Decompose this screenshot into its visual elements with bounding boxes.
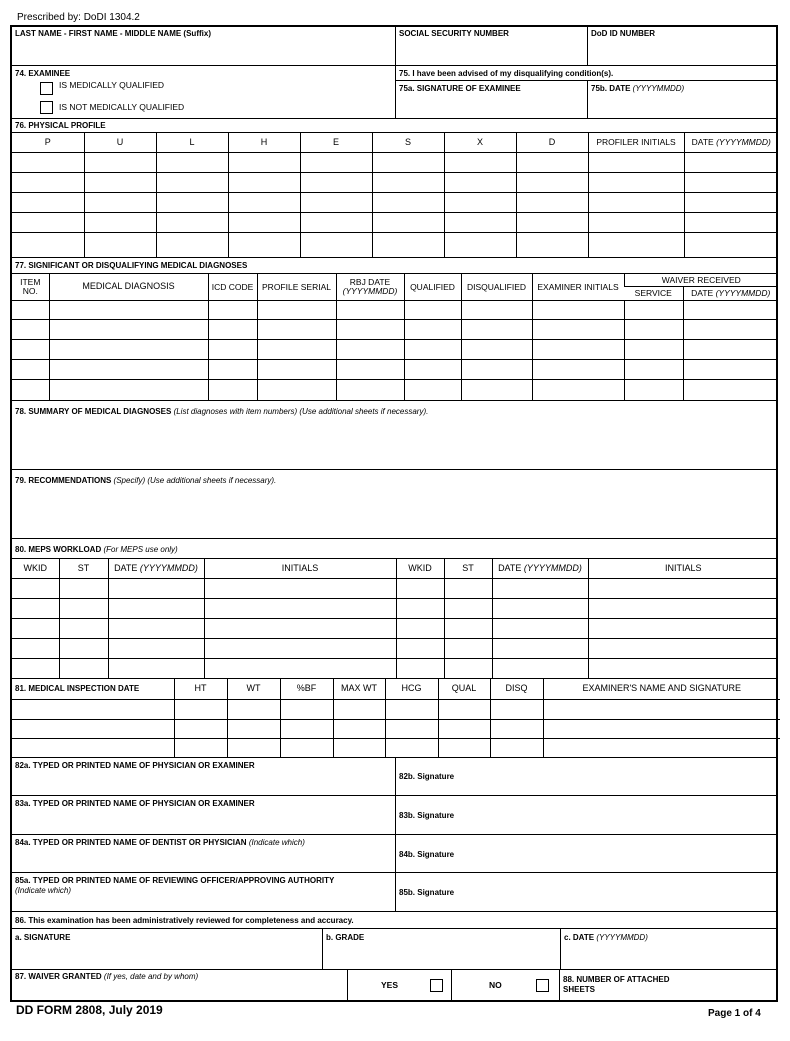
review-date-field[interactable] [561,929,778,969]
table-row[interactable] [12,699,780,719]
table-row[interactable] [12,738,780,758]
inspection-col-maxwt: MAX WT [333,679,385,699]
examinee-block [12,66,396,118]
recommendations-section[interactable] [12,470,776,539]
meps-hint: (For MEPS use only) [103,545,178,554]
physical-profile-label: 76. PHYSICAL PROFILE [15,121,106,130]
summary-label: 78. SUMMARY OF MEDICAL DIAGNOSES [15,407,172,416]
inspection-label: 81. MEDICAL INSPECTION DATE [12,679,174,699]
examinee-section [12,66,776,119]
examiner-82-name-label: 82a. TYPED OR PRINTED NAME OF PHYSICIAN OR EXAMINER [15,761,255,770]
dodid-field[interactable] [588,27,778,65]
ssn-field[interactable] [396,27,588,65]
page-number: Page 1 of 4 [708,1008,761,1019]
form-page-1 [10,25,778,1002]
dodid-label: DoD ID NUMBER [591,29,655,38]
review-date-hint: (YYYYMMDD) [596,933,648,942]
meps-col-st-2: ST [444,559,492,579]
diag-col-rbj: RBJ DATE (YYYYMMDD) [336,274,404,301]
table-row[interactable] [12,320,778,340]
inspection-col-disq: DISQ [490,679,543,699]
summary-section[interactable] [12,401,776,470]
attached-sheets-label: 88. NUMBER OF ATTACHED SHEETS [563,975,670,995]
meps-workload-section [12,539,776,679]
profile-col-s: S [372,133,444,153]
profile-col-d: D [516,133,588,153]
waiver-yes-cell [348,970,452,1002]
diag-col-profile-serial: PROFILE SERIAL [257,274,336,301]
table-row[interactable] [12,619,778,639]
prescribed-by: Prescribed by: DoDI 1304.2 [17,12,140,23]
table-row[interactable] [12,599,778,619]
examinee-signature-label: 75a. SIGNATURE OF EXAMINEE [399,84,521,93]
inspection-col-qual: QUAL [438,679,490,699]
examiner-82-section [12,758,776,796]
waiver-no-label: NO [489,980,502,990]
table-row[interactable] [12,233,778,257]
dentist-84-section [12,835,776,873]
examinee-date-hint: (YYYYMMDD) [632,84,685,93]
reviewer-85-section [12,873,776,912]
dentist-84-signature-field[interactable] [396,835,778,872]
meps-label: 80. MEPS WORKLOAD [15,545,102,554]
inspection-col-bf: %BF [280,679,333,699]
diagnoses-section [12,258,776,401]
inspection-table [12,679,780,758]
profile-col-p: P [12,133,84,153]
diag-col-waiver-date: DATE (YYYYMMDD) [683,287,778,301]
waiver-granted-label: 87. WAIVER GRANTED [15,972,102,981]
examiner-82-signature-field[interactable] [396,758,778,795]
diagnoses-label: 77. SIGNIFICANT OR DISQUALIFYING MEDICAL DIAGNOSES [15,261,248,270]
attached-sheets-field[interactable] [560,970,778,1002]
profile-col-h: H [228,133,300,153]
name-label: LAST NAME - FIRST NAME - MIDDLE NAME (Suffix) [15,29,211,38]
meps-col-wkid-2: WKID [396,559,444,579]
waiver-yes-checkbox[interactable] [430,979,443,992]
table-row[interactable] [12,301,778,320]
dentist-84-signature-label: 84b. Signature [399,850,455,859]
diag-col-examiner-initials: EXAMINER INITIALS [532,274,624,301]
review-grade-field[interactable] [323,929,561,969]
table-row[interactable] [12,579,778,599]
examiner-83-name-field[interactable] [12,796,396,834]
ssn-label: SOCIAL SECURITY NUMBER [399,29,509,38]
profile-col-x: X [444,133,516,153]
qualified-checkbox[interactable] [40,82,53,95]
waiver-granted-hint: (If yes, date and by whom) [103,972,199,981]
physical-profile-table [12,132,778,257]
diag-col-icd: ICD CODE [208,274,257,301]
waiver-granted-field[interactable] [12,970,348,1002]
inspection-section [12,679,776,758]
table-row[interactable] [12,173,778,193]
profile-col-l: L [156,133,228,153]
table-row[interactable] [12,193,778,213]
meps-col-initials: INITIALS [204,559,396,579]
diag-col-item: ITEM NO. [12,274,49,301]
reviewer-85-name-field[interactable] [12,873,396,911]
examiner-83-section [12,796,776,835]
profile-col-e: E [300,133,372,153]
examiner-82-name-field[interactable] [12,758,396,795]
review-signature-label: a. SIGNATURE [15,933,71,942]
meps-col-initials-2: INITIALS [588,559,778,579]
recommendations-hint: (Specify) (Use additional sheets if necessary). [113,476,277,485]
review-signature-field[interactable] [12,929,323,969]
review-grade-label: b. GRADE [326,933,365,942]
waiver-no-checkbox[interactable] [536,979,549,992]
reviewer-85-signature-label: 85b. Signature [399,888,455,897]
summary-hint: (List diagnoses with item numbers) (Use additional sheets if necessary). [173,407,429,416]
reviewer-85-signature-field[interactable] [396,873,778,911]
table-row[interactable] [12,360,778,380]
table-row[interactable] [12,719,780,738]
recommendations-label: 79. RECOMMENDATIONS [15,476,112,485]
table-row[interactable] [12,380,778,401]
examinee-date-field[interactable] [588,81,778,118]
inspection-col-ht: HT [174,679,227,699]
waiver-section [12,970,776,1002]
table-row[interactable] [12,659,778,679]
examiner-83-name-label: 83a. TYPED OR PRINTED NAME OF PHYSICIAN OR EXAMINER [15,799,255,808]
profile-col-date: DATE (YYYYMMDD) [684,133,778,153]
diag-col-qualified: QUALIFIED [404,274,461,301]
diag-col-disqualified: DISQUALIFIED [461,274,532,301]
advised-text: 75. I have been advised of my disqualifying condition(s). [399,69,614,78]
not-qualified-checkbox[interactable] [40,101,53,114]
examiner-82-signature-label: 82b. Signature [399,772,455,781]
diag-col-diagnosis: MEDICAL DIAGNOSIS [49,274,208,301]
inspection-col-hcg: HCG [385,679,438,699]
inspection-col-wt: WT [227,679,280,699]
advised-block [396,66,778,118]
table-row[interactable] [12,340,778,360]
review-fields [12,929,776,970]
inspection-col-examiner: EXAMINER'S NAME AND SIGNATURE [543,679,780,699]
reviewer-85-name-label: 85a. TYPED OR PRINTED NAME OF REVIEWING OFFICER/APPROVING AUTHORITY [15,876,335,885]
diag-col-service: SERVICE [624,287,683,301]
dentist-84-name-field[interactable] [12,835,396,872]
table-row[interactable] [12,213,778,233]
meps-table [12,558,778,679]
waiver-no-cell [452,970,560,1002]
examiner-83-signature-field[interactable] [396,796,778,834]
review-date-label: c. DATE [564,933,595,942]
examinee-label: 74. EXAMINEE [15,69,71,78]
meps-col-st: ST [59,559,108,579]
table-row[interactable] [12,153,778,173]
dentist-84-name-label: 84a. TYPED OR PRINTED NAME OF DENTIST OR PHYSICIAN [15,838,247,847]
diag-col-waiver: WAIVER RECEIVED [624,274,778,287]
reviewer-85-hint: (Indicate which) [15,886,72,895]
meps-col-date: DATE (YYYYMMDD) [108,559,204,579]
profile-col-initials: PROFILER INITIALS [588,133,684,153]
examiner-83-signature-label: 83b. Signature [399,811,455,820]
waiver-yes-label: YES [381,980,399,990]
examinee-date-label: 75b. DATE [591,84,631,93]
profile-col-u: U [84,133,156,153]
dentist-84-hint: (Indicate which) [248,838,305,847]
review-statement-label: 86. This examination has been administratively reviewed for completeness and accuracy. [15,916,354,925]
table-row[interactable] [12,639,778,659]
meps-col-wkid: WKID [12,559,59,579]
form-number: DD FORM 2808, July 2019 [16,1003,163,1017]
meps-col-date-2: DATE (YYYYMMDD) [492,559,588,579]
diagnoses-table [12,273,778,401]
not-qualified-label: IS NOT MEDICALLY QUALIFIED [59,102,185,112]
qualified-label: IS MEDICALLY QUALIFIED [59,80,165,90]
identity-section [12,27,776,66]
examinee-signature-field[interactable] [396,81,588,118]
physical-profile-section [12,119,776,258]
review-statement [12,912,776,929]
name-field[interactable] [12,27,396,65]
